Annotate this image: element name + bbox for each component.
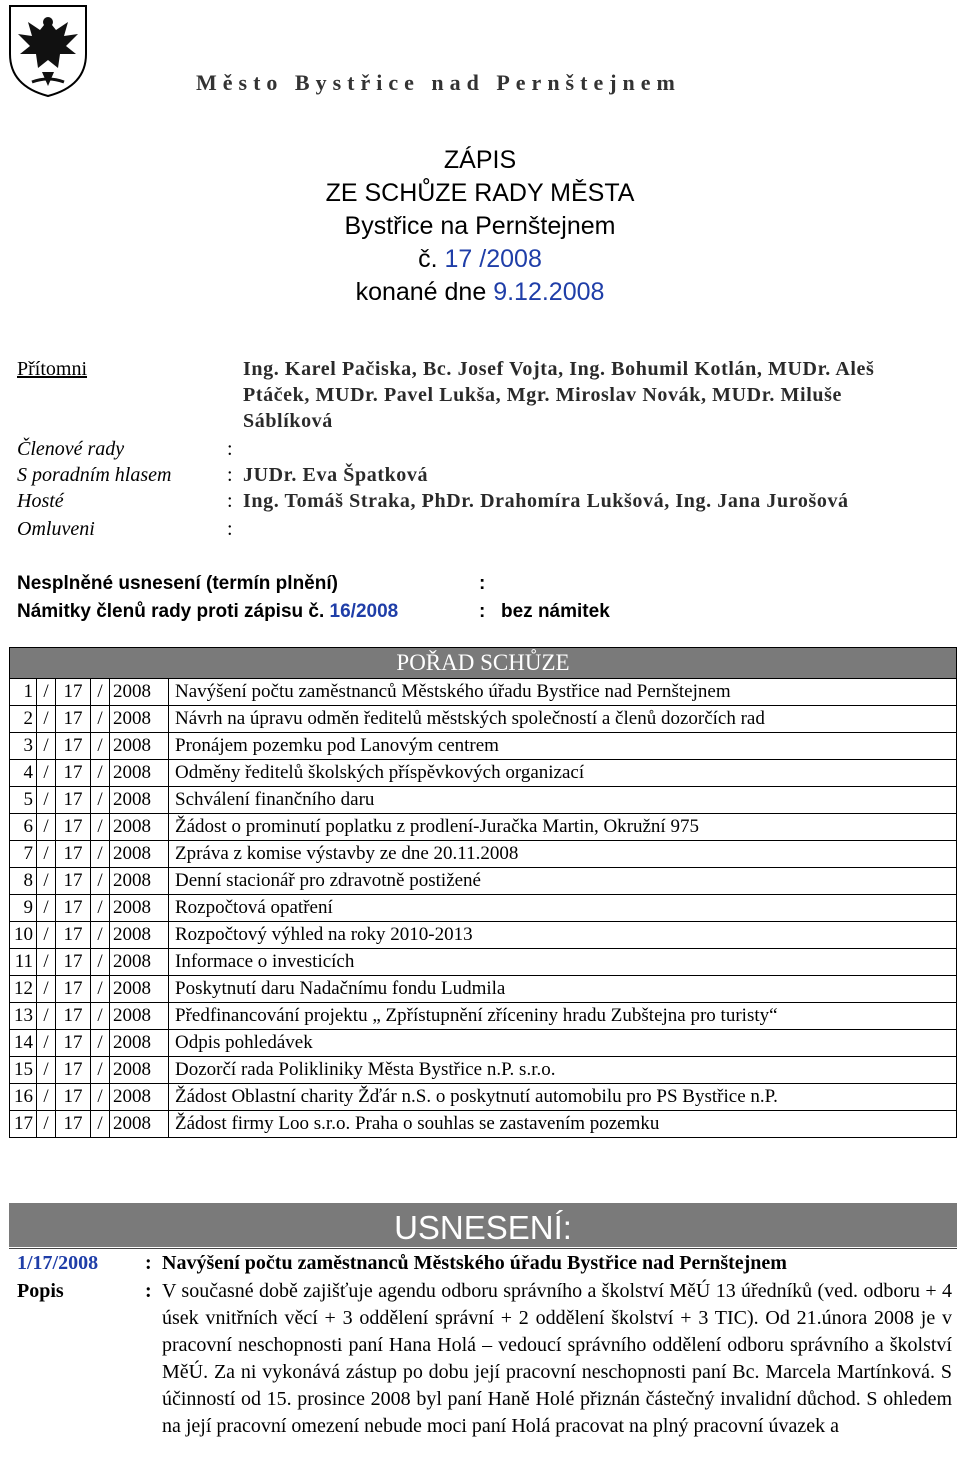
agenda-item-number: 17: [10, 1111, 37, 1138]
agenda-slash: /: [37, 895, 56, 922]
agenda-item-meeting: 17: [56, 1003, 91, 1030]
council-colon: :: [227, 438, 233, 460]
agenda-item-meeting: 17: [56, 1111, 91, 1138]
agenda-item-meeting: 17: [56, 679, 91, 706]
agenda-slash: /: [91, 868, 110, 895]
agenda-row: [10, 868, 957, 895]
agenda-slash: /: [91, 1003, 110, 1030]
agenda-header: POŘAD SCHŮZE: [10, 648, 957, 679]
resolution-header: USNESENÍ:: [9, 1203, 957, 1247]
agenda-item-text: Rozpočtová opatření: [169, 895, 957, 922]
present-label: Přítomni: [17, 358, 88, 380]
agenda-item-year: 2008: [110, 814, 169, 841]
agenda-row: [10, 949, 957, 976]
agenda-row: [10, 1084, 957, 1111]
agenda-item-number: 5: [10, 787, 37, 814]
agenda-item-number: 4: [10, 760, 37, 787]
agenda-item-number: 8: [10, 868, 37, 895]
title-line-2: ZE SCHŮZE RADY MĚSTA: [325, 179, 635, 207]
guests-colon: :: [227, 490, 233, 512]
objections-label: Námitky členů rady proti zápisu č.: [17, 601, 325, 622]
resolution-title: Navýšení počtu zaměstnanců Městského úřadu Bystřice nad Pernštejnem: [162, 1252, 787, 1274]
guests-label: Hosté: [17, 490, 64, 512]
agenda-row: [10, 1003, 957, 1030]
agenda-row: [10, 1057, 957, 1084]
agenda-item-meeting: 17: [56, 949, 91, 976]
agenda-slash: /: [37, 976, 56, 1003]
agenda-slash: /: [91, 1084, 110, 1111]
agenda-item-year: 2008: [110, 787, 169, 814]
agenda-item-number: 11: [10, 949, 37, 976]
agenda-item-text: Rozpočtový výhled na roky 2010-2013: [169, 922, 957, 949]
agenda-item-text: Žádost o prominutí poplatku z prodlení-Juračka Martin, Okružní 975: [169, 814, 957, 841]
agenda-item-year: 2008: [110, 949, 169, 976]
advisory-colon: :: [227, 464, 233, 486]
agenda-item-meeting: 17: [56, 733, 91, 760]
agenda-slash: /: [37, 814, 56, 841]
agenda-slash: /: [91, 706, 110, 733]
agenda-item-year: 2008: [110, 706, 169, 733]
agenda-slash: /: [91, 1030, 110, 1057]
agenda-slash: /: [91, 814, 110, 841]
agenda-slash: /: [37, 922, 56, 949]
objections-colon: :: [479, 601, 486, 622]
agenda-slash: /: [37, 787, 56, 814]
unfulfilled-colon: :: [479, 573, 486, 594]
agenda-item-year: 2008: [110, 1111, 169, 1138]
agenda-item-text: Dozorčí rada Polikliniky Města Bystřice n.P. s.r.o.: [169, 1057, 957, 1084]
agenda-row: [10, 679, 957, 706]
meeting-date: 9.12.2008: [493, 278, 605, 306]
agenda-item-number: 12: [10, 976, 37, 1003]
agenda-slash: /: [37, 706, 56, 733]
agenda-body: [10, 679, 957, 1138]
agenda-item-year: 2008: [110, 895, 169, 922]
excused-colon: :: [227, 518, 233, 540]
agenda-item-text: Odměny ředitelů školských příspěvkových organizací: [169, 760, 957, 787]
resolution-colon: :: [145, 1252, 152, 1274]
agenda-slash: /: [91, 1057, 110, 1084]
agenda-item-meeting: 17: [56, 868, 91, 895]
unfulfilled-label: Nesplněné usnesení (termín plnění): [17, 573, 338, 594]
agenda-slash: /: [37, 1111, 56, 1138]
agenda-slash: /: [37, 1084, 56, 1111]
agenda-item-year: 2008: [110, 679, 169, 706]
present-value-2: Ptáček, MUDr. Pavel Lukša, Mgr. Miroslav Novák, MUDr. Miluše: [243, 384, 842, 406]
agenda-slash: /: [91, 733, 110, 760]
objections-value: bez námitek: [501, 601, 610, 622]
agenda-slash: /: [91, 949, 110, 976]
agenda-item-year: 2008: [110, 1030, 169, 1057]
date-prefix: konané dne: [355, 278, 487, 306]
title-line-1: ZÁPIS: [443, 146, 517, 174]
agenda-slash: /: [91, 787, 110, 814]
agenda-item-meeting: 17: [56, 976, 91, 1003]
agenda-item-text: Odpis pohledávek: [169, 1030, 957, 1057]
agenda-item-text: Denní stacionář pro zdravotně postižené: [169, 868, 957, 895]
meeting-number: 17: [444, 245, 473, 273]
agenda-item-text: Informace o investicích: [169, 949, 957, 976]
agenda-row: [10, 706, 957, 733]
popis-colon: :: [145, 1280, 152, 1302]
agenda-slash: /: [91, 841, 110, 868]
agenda-row: [10, 814, 957, 841]
agenda-slash: /: [91, 922, 110, 949]
agenda-item-meeting: 17: [56, 1057, 91, 1084]
agenda-table: [9, 647, 957, 1138]
objections-row: [17, 598, 957, 626]
advisory-value: JUDr. Eva Špatková: [243, 464, 429, 486]
agenda-item-number: 16: [10, 1084, 37, 1111]
agenda-row: [10, 733, 957, 760]
resolution-divider: [9, 1248, 957, 1249]
agenda-item-text: Poskytnutí daru Nadačnímu fondu Ludmila: [169, 976, 957, 1003]
agenda-item-meeting: 17: [56, 814, 91, 841]
meeting-year: /2008: [479, 245, 542, 273]
agenda-item-meeting: 17: [56, 706, 91, 733]
agenda-slash: /: [37, 679, 56, 706]
agenda-item-text: Pronájem pozemku pod Lanovým centrem: [169, 733, 957, 760]
number-prefix: č.: [418, 245, 438, 273]
agenda-item-text: Předfinancování projektu „ Zpřístupnění zříceniny hradu Zubštejna pro turisty“: [169, 1003, 957, 1030]
agenda-item-text: Navýšení počtu zaměstnanců Městského úřadu Bystřice nad Pernštejnem: [169, 679, 957, 706]
agenda-slash: /: [91, 895, 110, 922]
objections-ref: 16/2008: [329, 601, 399, 622]
present-value-1: Ing. Karel Pačiska, Bc. Josef Vojta, Ing. Bohumil Kotlán, MUDr. Aleš: [243, 358, 875, 380]
agenda-item-number: 3: [10, 733, 37, 760]
document-title: [0, 144, 960, 309]
agenda-row: [10, 841, 957, 868]
agenda-item-year: 2008: [110, 976, 169, 1003]
agenda-item-number: 13: [10, 1003, 37, 1030]
excused-label: Omluveni: [17, 518, 95, 540]
agenda-slash: /: [37, 949, 56, 976]
guests-value: Ing. Tomáš Straka, PhDr. Drahomíra Lukšová, Ing. Jana Jurošová: [243, 490, 849, 512]
agenda-item-year: 2008: [110, 733, 169, 760]
agenda-item-number: 14: [10, 1030, 37, 1057]
advisory-label: S poradním hlasem: [17, 464, 172, 486]
agenda-slash: /: [37, 760, 56, 787]
town-name: Město Bystřice nad Pernštejnem: [196, 70, 681, 95]
agenda-item-meeting: 17: [56, 1084, 91, 1111]
agenda-slash: /: [37, 733, 56, 760]
agenda-item-year: 2008: [110, 1084, 169, 1111]
agenda-item-number: 9: [10, 895, 37, 922]
agenda-row: [10, 760, 957, 787]
agenda-slash: /: [91, 679, 110, 706]
agenda-item-year: 2008: [110, 841, 169, 868]
agenda-item-text: Návrh na úpravu odměn ředitelů městských společností a členů dozorčích rad: [169, 706, 957, 733]
title-date-line: [0, 276, 960, 309]
popis-label: Popis: [17, 1280, 64, 1302]
agenda-slash: /: [37, 868, 56, 895]
agenda-item-text: Schválení finančního daru: [169, 787, 957, 814]
agenda-item-number: 2: [10, 706, 37, 733]
council-label: Členové rady: [17, 438, 125, 460]
town-crest-eagle-icon: [6, 2, 90, 98]
agenda-item-number: 6: [10, 814, 37, 841]
agenda-item-number: 10: [10, 922, 37, 949]
agenda-item-meeting: 17: [56, 895, 91, 922]
agenda-item-text: Žádost Oblastní charity Žďár n.S. o poskytnutí automobilu pro PS Bystřice n.P.: [169, 1084, 957, 1111]
agenda-row: [10, 1111, 957, 1138]
agenda-item-meeting: 17: [56, 760, 91, 787]
agenda-item-number: 15: [10, 1057, 37, 1084]
agenda-item-year: 2008: [110, 1057, 169, 1084]
agenda-item-text: Žádost firmy Loo s.r.o. Praha o souhlas se zastavením pozemku: [169, 1111, 957, 1138]
title-line-3: Bystřice na Pernštejnem: [344, 212, 616, 240]
agenda-item-text: Zpráva z komise výstavby ze dne 20.11.2008: [169, 841, 957, 868]
agenda-slash: /: [37, 1030, 56, 1057]
popis-text: V současné době zajišťuje agendu odboru správního a školství MěÚ 13 úředníků (ved. odboru + 4 úsek vnitřních věcí + 3 oddělení správní + 2 oddělení školství + 3 TIC). Od 21.února 2008 je v pracovní neschopnosti paní Hana Holá – vedoucí správního oddělení odboru správního a školství MěÚ. Za ni vykonává zástup po dobu její pracovní neschopnosti paní Bc. Marcela Martínková. S účinností od 15. prosince 2008 byl paní Haně Holé přiznán částečný invalidní důchod. S ohledem na její pracovní omezení nebude moci paní Holá pracovat na plný pracovní úvazek a: [162, 1280, 952, 1437]
agenda-item-year: 2008: [110, 868, 169, 895]
agenda-slash: /: [91, 1111, 110, 1138]
agenda-row: [10, 922, 957, 949]
agenda-item-meeting: 17: [56, 841, 91, 868]
agenda-slash: /: [37, 1057, 56, 1084]
agenda-row: [10, 895, 957, 922]
resolution-id: 1/17/2008: [17, 1252, 99, 1274]
agenda-item-number: 7: [10, 841, 37, 868]
agenda-item-year: 2008: [110, 1003, 169, 1030]
agenda-row: [10, 1030, 957, 1057]
title-number-line: [0, 243, 960, 276]
agenda-item-meeting: 17: [56, 1030, 91, 1057]
agenda-item-year: 2008: [110, 922, 169, 949]
present-value-3: Sáblíková: [243, 410, 333, 432]
unfulfilled-row: [17, 570, 957, 598]
agenda-item-meeting: 17: [56, 922, 91, 949]
agenda-item-meeting: 17: [56, 787, 91, 814]
agenda-slash: /: [91, 760, 110, 787]
agenda-row: [10, 787, 957, 814]
agenda-slash: /: [91, 976, 110, 1003]
agenda-item-number: 1: [10, 679, 37, 706]
agenda-slash: /: [37, 841, 56, 868]
open-items-section: [17, 570, 957, 626]
agenda-row: [10, 976, 957, 1003]
agenda-item-year: 2008: [110, 760, 169, 787]
agenda-slash: /: [37, 1003, 56, 1030]
